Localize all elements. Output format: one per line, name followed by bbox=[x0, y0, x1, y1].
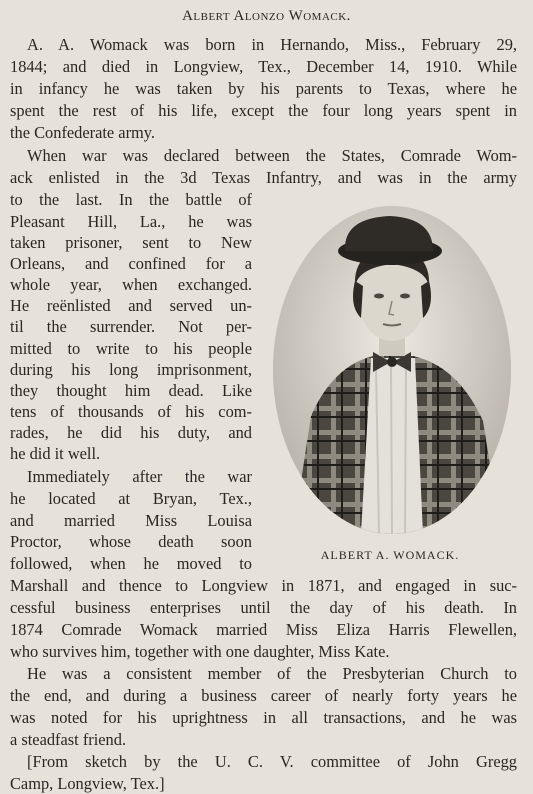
text-line: rades, he did his duty, and bbox=[10, 423, 252, 442]
text-line: a steadfast friend. bbox=[10, 730, 127, 749]
text-line: When war was declared between the States, Comrade Wom- bbox=[27, 146, 517, 165]
text-line: A. A. Womack was born in Hernando, Miss., February 29, bbox=[27, 35, 517, 54]
text-line: the Confederate army. bbox=[10, 123, 156, 142]
text-line: til the surrender. Not per- bbox=[10, 317, 252, 336]
text-line: during his long imprisonment, bbox=[10, 360, 252, 379]
text-line: 1874 Comrade Womack married Miss Eliza Harris Flewellen, bbox=[10, 620, 517, 639]
text-line: tens of thousands of his com- bbox=[10, 402, 252, 421]
text-line: followed, when he moved to bbox=[10, 554, 252, 573]
article-heading: Albert Alonzo Womack. bbox=[182, 8, 351, 24]
text-line: they thought him dead. Like bbox=[10, 381, 252, 400]
text-line: 1844; and died in Longview, Tex., December 14, 1910. While bbox=[10, 57, 517, 76]
text-line: whole year, when exchanged. bbox=[10, 275, 252, 294]
text-line: Orleans, and confined for a bbox=[10, 254, 252, 273]
portrait-illustration bbox=[273, 206, 511, 534]
text-line: he did it well. bbox=[10, 444, 101, 463]
text-line: Immediately after the war bbox=[27, 467, 252, 486]
text-line: ack enlisted in the 3d Texas Infantry, and was in the army bbox=[10, 168, 517, 187]
photo-caption: ALBERT A. WOMACK. bbox=[320, 548, 460, 562]
text-line: mitted to write to his people bbox=[10, 339, 252, 358]
text-line: He was a consistent member of the Presbyterian Church to bbox=[27, 664, 517, 683]
text-line: to the last. In the battle of bbox=[10, 190, 252, 209]
text-line: cessful business enterprises until the day of his death. In bbox=[10, 598, 517, 617]
text-line: He reënlisted and served un- bbox=[10, 296, 252, 315]
text-line: the end, and during a business career of nearly forty years he bbox=[10, 686, 517, 705]
text-line: Camp, Longview, Tex.] bbox=[10, 774, 165, 793]
text-line: taken prisoner, sent to New bbox=[10, 233, 252, 252]
text-line: Proctor, whose death soon bbox=[10, 532, 252, 551]
text-line: he located at Bryan, Tex., bbox=[10, 489, 252, 508]
text-line: in infancy he was taken by his parents to Texas, where he bbox=[10, 79, 517, 98]
text-line: was noted for his uprightness in all transactions, and he was bbox=[10, 708, 517, 727]
text-line: who survives him, together with one daughter, Miss Kate. bbox=[10, 642, 390, 661]
text-line: and married Miss Louisa bbox=[10, 511, 252, 530]
text-line: Pleasant Hill, La., he was bbox=[10, 212, 252, 231]
text-line: [From sketch by the U. C. V. committee of John Gregg bbox=[27, 752, 517, 771]
text-line: Marshall and thence to Longview in 1871, and engaged in suc- bbox=[10, 576, 517, 595]
portrait-photo bbox=[273, 206, 511, 534]
text-line: spent the rest of his life, except the four long years spent in bbox=[10, 101, 517, 120]
